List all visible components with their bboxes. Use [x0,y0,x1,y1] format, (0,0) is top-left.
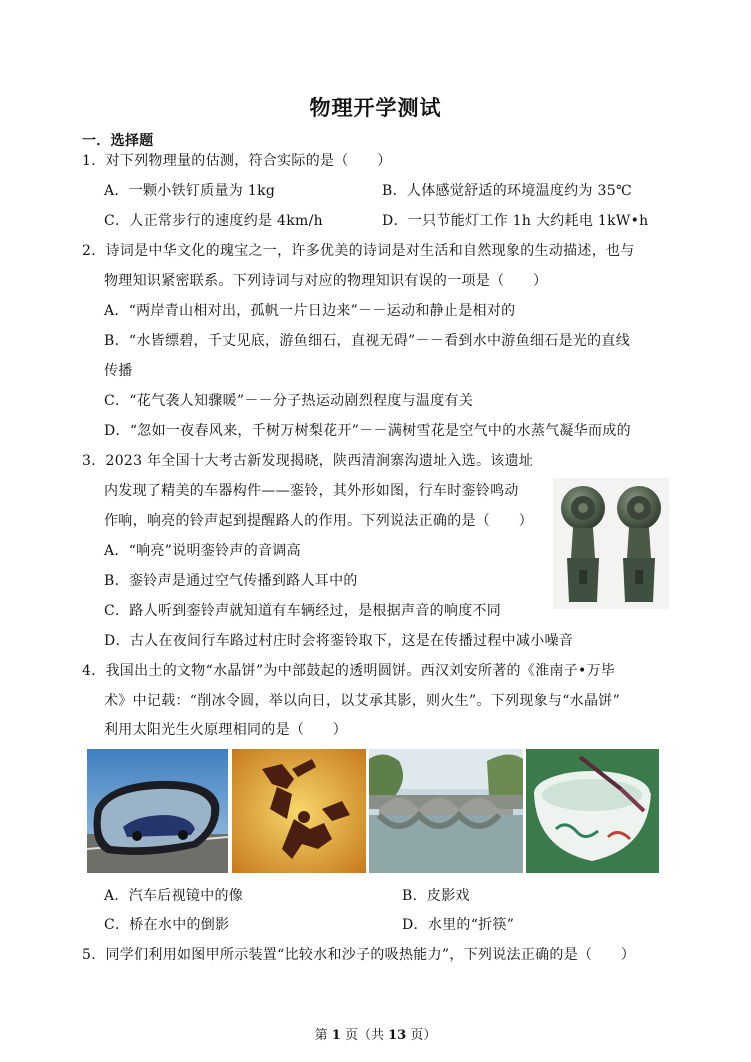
q2-option-a: A．“两岸青山相对出，孤帆一片日边来”－－运动和静止是相对的 [104,303,516,319]
footer-suffix: 页） [406,1028,437,1043]
q3-stem-line3: 作响，响亮的铃声起到提醒路人的作用。下列说法正确的是（ ） [104,513,533,529]
footer-middle: 页（共 [340,1028,389,1043]
q3-option-b: B．銮铃声是通过空气传播到路人耳中的 [104,573,358,589]
q4-stem-line3: 利用太阳光生火原理相同的是（ ） [104,722,348,738]
q4-option-c: C．桥在水中的倒影 [104,917,230,933]
q4-stem-line2: 术》中记载：“削冰令圆，举以向日，以艾承其影，则火生”。下列现象与“水晶饼” [104,693,621,709]
q2-option-b-line2: 传播 [104,363,133,379]
q3-stem-line2: 内发现了精美的车器构件——銮铃，其外形如图，行车时銮铃鸣动 [104,483,519,499]
q3-stem-line1: 3．2023 年全国十大考古新发现揭晓，陕西清涧寨沟遗址入选。该遗址 [82,453,534,469]
q3-option-a: A．“响亮”说明銮铃声的音调高 [104,543,301,559]
q2-option-c: C．“花气袭人知骤暖”－－分子热运动剧烈程度与温度有关 [104,393,474,409]
q1-stem: 1．对下列物理量的估测，符合实际的是（ ） [82,153,392,169]
shadow-puppet-image [232,749,366,873]
q2-option-d: D．“忽如一夜春风来，千树万树梨花开”－－满树雪花是空气中的水蒸气凝华而成的 [104,423,631,439]
q2-stem-line1: 2．诗词是中华文化的瑰宝之一，许多优美的诗词是对生活和自然现象的生动描述，也与 [82,243,635,259]
q4-stem-line1: 4．我国出土的文物“水晶饼”为中部鼓起的透明圆饼。西汉刘安所著的《淮南子•万毕 [82,663,616,679]
chopstick-in-water-image [526,749,659,873]
q3-option-c: C．路人听到銮铃声就知道有车辆经过，是根据声音的响度不同 [104,603,502,619]
q4-option-a: A．汽车后视镜中的像 [104,888,244,904]
q1-option-d: D．一只节能灯工作 1h 大约耗电 1kW•h [382,213,649,229]
q2-stem-line2: 物理知识紧密联系。下列诗词与对应的物理知识有误的一项是（ ） [104,273,548,289]
footer-prefix: 第 [314,1028,332,1043]
page-footer [0,1024,751,1043]
footer-page-number: 1 [331,1028,341,1043]
q4-option-b: B．皮影戏 [402,888,470,904]
car-mirror-image [87,749,228,873]
bronze-bells-image [553,478,669,609]
q4-option-d: D．水里的“折筷” [402,917,515,933]
section-heading: 一．选择题 [82,133,154,149]
q1-option-b: B．人体感觉舒适的环境温度约为 35℃ [382,183,632,199]
footer-total-pages: 13 [388,1028,407,1043]
bridge-reflection-image [369,749,523,873]
q3-option-d: D．古人在夜间行车路过村庄时会将銮铃取下，这是在传播过程中减小噪音 [104,633,574,649]
q1-option-a: A．一颗小铁钉质量为 1kg [104,183,276,199]
q5-stem: 5．同学们利用如图甲所示装置“比较水和沙子的吸热能力”，下列说法正确的是（ ） [82,947,636,963]
q2-option-b-line1: B．“水皆缥碧，千丈见底，游鱼细石，直视无碍”－－看到水中游鱼细石是光的直线 [104,333,630,349]
q1-option-c: C．人正常步行的速度约是 4km/h [104,213,323,229]
page-title: 物理开学测试 [309,95,442,120]
